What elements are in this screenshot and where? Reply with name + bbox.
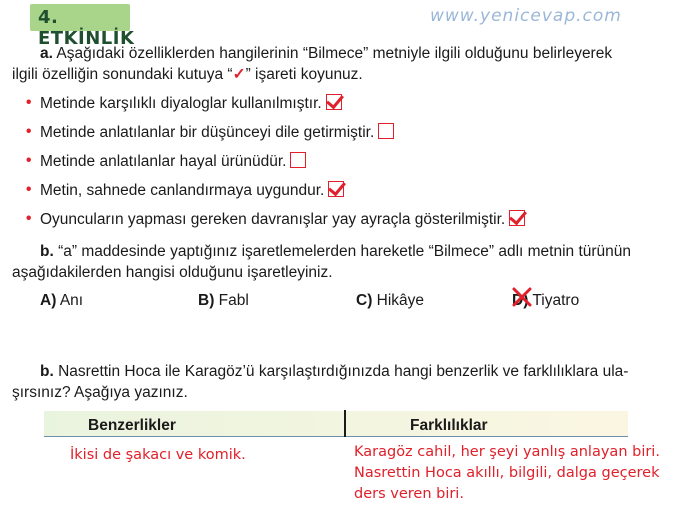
part-b2-label: b. (40, 363, 54, 380)
similarities-answer[interactable]: İkisi de şakacı ve komik. (70, 447, 246, 463)
option-c[interactable] (356, 292, 424, 310)
part-b1-line2: aşağıdakilerden hangisi olduğunu işaretleyiniz. (12, 264, 333, 281)
list-item (26, 94, 342, 113)
differences-answer[interactable] (354, 442, 684, 505)
check-mark-icon: ✓ (232, 66, 246, 83)
col-benzerlikler-header: Benzerlikler (88, 417, 176, 434)
option-a[interactable] (40, 292, 83, 310)
answer-line: Nasrettin Hoca akıllı, bilgili, dalga geçerek (354, 465, 660, 481)
option-key: C) (356, 292, 373, 309)
bullet-icon: • (26, 210, 32, 227)
list-item-text: Metinde anlatılanlar hayal ürünüdür. (40, 153, 287, 170)
part-a-line2-pre: ilgili özelliğin sonundaki kutuya “ (12, 66, 233, 83)
column-divider (344, 410, 346, 437)
bullet-icon: • (26, 94, 32, 111)
checkbox-empty[interactable] (378, 123, 394, 139)
bullet-icon: • (26, 123, 32, 140)
list-item (26, 210, 525, 229)
part-b1-line1: “a” maddesinde yaptığınız işaretlemelerden hareketle “Bilmece” adlı metnin türünün (58, 243, 632, 260)
option-key: D) (512, 292, 529, 309)
checkbox-checked[interactable] (328, 181, 344, 197)
part-a-line2-post: ” işareti koyunuz. (245, 66, 363, 83)
activity-badge (30, 4, 135, 49)
list-item (26, 152, 306, 171)
option-text: Anı (59, 292, 84, 309)
list-item-text: Metinde anlatılanlar bir düşünceyi dile getirmiştir. (40, 124, 375, 141)
part-b1-question (12, 241, 678, 283)
part-b2-line2: şırsınız? Aşağıya yazınız. (12, 384, 188, 401)
bullet-icon: • (26, 181, 32, 198)
answer-line: ders veren biri. (354, 486, 464, 502)
part-b2-line1: Nasrettin Hoca ile Karagöz’ü karşılaştırdığınızda hangi benzerlik ve farklılıklara ula- (58, 363, 629, 380)
part-a-question (12, 43, 678, 85)
part-a-line1: Aşağıdaki özelliklerden hangilerinin “Bilmece” metniyle ilgili olduğunu belirleyerek (56, 45, 613, 62)
checkbox-empty[interactable] (290, 152, 306, 168)
list-item (26, 123, 394, 142)
col-farkliliklar-header: Farklılıklar (410, 417, 488, 434)
watermark: www.yenicevap.com (430, 6, 622, 26)
part-b1-label: b. (40, 243, 54, 260)
option-key: A) (40, 292, 57, 309)
option-key: B) (198, 292, 215, 309)
list-item-text: Oyuncuların yapması gereken davranışlar yay ayraçla gösterilmiştir. (40, 211, 506, 228)
list-item (26, 181, 344, 200)
option-text: Hikâye (376, 292, 425, 309)
part-b2-question (12, 361, 678, 403)
checkbox-checked[interactable] (509, 210, 525, 226)
option-b[interactable] (198, 292, 249, 310)
activity-title: 4. ETKİNLİK (38, 7, 135, 49)
list-item-text: Metin, sahnede canlandırmaya uygundur. (40, 182, 325, 199)
bullet-icon: • (26, 152, 32, 169)
selected-x-icon (511, 286, 533, 308)
option-text: Fabl (218, 292, 249, 309)
answer-line: Karagöz cahil, her şeyi yanlış anlayan biri. (354, 444, 660, 460)
list-item-text: Metinde karşılıklı diyaloglar kullanılmıştır. (40, 95, 322, 112)
checkbox-checked[interactable] (326, 94, 342, 110)
part-a-label: a. (40, 45, 53, 62)
option-text: Tiyatro (532, 292, 580, 309)
